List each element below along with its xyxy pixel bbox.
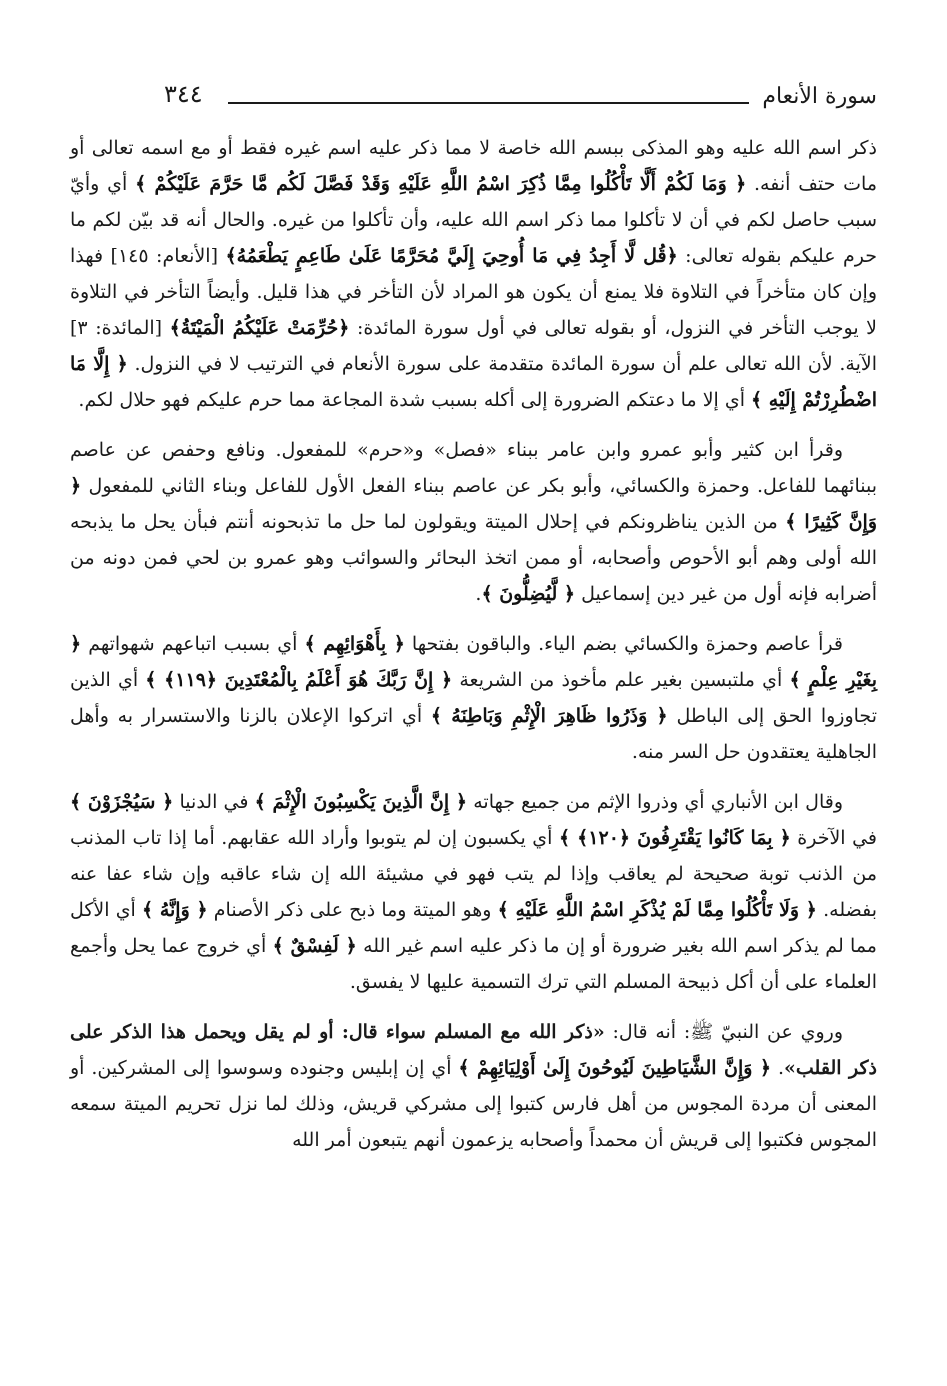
quran-verse: ﴿ وَمَا لَكُمْ أَلَّا تَأْكُلُوا مِمَّا ذُكِرَ اسْمُ اللَّهِ عَلَيْهِ وَقَدْ فَصَّلَ لَكُم مَّا حَرَّمَ عَلَيْكُمْ ﴾ [135,173,747,195]
header-rule [228,102,749,104]
quran-verse: ﴿حُرِّمَتْ عَلَيْكُمُ الْمَيْتَةُ﴾ [169,317,350,339]
commentary-text: وقرأ ابن كثير وأبو عمرو وابن عامر ببناء «فصل» و«حرم» للمفعول. ونافع وحفص عن عاصم ببنائهما للفاعل. وحمزة والكسائي، وأبو بكر عن عاصم ببناء الفعل الأول للفاعل وبناء الثاني للمفعول [70,439,877,497]
commentary-text: في الدنيا [173,791,255,813]
quran-verse: ﴿ وَإِنَّهُ ﴾ [141,899,208,921]
quran-verse: ﴿ سَيُجْزَوْنَ ﴾ [70,791,174,813]
commentary-text: قرأ عاصم وحمزة والكسائي بضم الياء. والباقون بفتحها [404,633,843,655]
paragraph [70,1014,877,1158]
commentary-text: أي وأيّ سبب حاصل لكم في أن لا تأكلوا مما ذكر اسم الله عليه، وأن تأكلوا من غيره. والحال أنه قد بيّن لكم ما حرم عليكم بقوله تعالى: [70,173,878,267]
quran-verse: ﴿ وَإِنَّ الشَّيَاطِينَ لَيُوحُونَ إِلَىٰ أَوْلِيَائِهِمْ ﴾ [458,1057,772,1079]
commentary-text: من الذين يناظرونكم في إحلال الميتة ويقولون لما حل ما تذبحونه أنتم فبأن يحل ما يذبحه الله أولى وهم أبو الأحوص وأصحابه، أو ممن اتخذ البحائر والسوائب وهو عمرو بن لحي فمن دونه من أضرابه فإنه أول من غير دين إسماعيل [70,511,877,605]
paragraph [70,130,877,418]
commentary-text: [الأنعام: ١٤٥] فهذا وإن كان متأخراً في التلاوة فلا يمنع أن يكون هو المراد لأن التأخر في هذا قليل. وأيضاً التأخر في التلاوة لا يوجب التأخر في النزول، أو بقوله تعالى في أول سورة المائدة: [70,245,878,339]
commentary-text: أي بسبب اتباعهم شهواتهم [81,633,305,655]
quran-verse: ﴿ بِأَهْوَائِهِم ﴾ [304,633,405,655]
commentary-text: أي إن إبليس وجنوده وسوسوا إلى المشركين. أو المعنى أن مردة المجوس من أهل فارس كتبوا إلى مشركي قريش، وذلك لما نزل تحريم الميتة سمعه المجوس فكتبوا إلى قريش أن محمداً وأصحابه يزعمون أنهم يتبعون أمر الله [70,1057,877,1151]
commentary-text: [المائدة: ٣] الآية. لأن الله تعالى علم أن سورة المائدة متقدمة على سورة الأنعام في الترتيب لا في النزول. [70,317,877,375]
commentary-text: أي ملتبسين بغير علم مأخوذ من الشريعة [452,669,790,691]
commentary-text: أي يكسبون إن لم يتوبوا وأراد الله عقابهم. أما إذا تاب المذنب من الذنب توبة صحيحة لم يعاقب وإذا لم يتب فهو في مشيئة الله إن شاء عاقبه وإن شاء عفا عنه بفضله. [70,827,877,921]
running-title: سورة الأنعام [762,84,877,109]
hadith-quote: «ذكر الله مع المسلم سواء قال: أو لم يقل ويحمل هذا الذكر على ذكر القلب» [70,1021,877,1079]
commentary-text: وروي عن النبيّ ﷺ: أنه قال: [604,1021,843,1043]
quran-verse: ﴿ إِنَّ الَّذِينَ يَكْسِبُونَ الْإِثْمَ ﴾ [254,791,468,813]
commentary-text: ذكر اسم الله عليه وهو المذكى ببسم الله خاصة لا مما ذكر عليه اسم غيره فقط أو مع اسمه تعالى أو مات حتف أنفه. [70,137,877,195]
commentary-text: وهو الميتة وما ذبح على ذكر الأصنام [207,899,498,921]
page-header [70,78,877,118]
commentary-text: أي اتركوا الإعلان بالزنا والاستسرار به وأهل الجاهلية يعتقدون حل السر منه. [70,705,877,763]
commentary-text: أي الأكل مما لم يذكر اسم الله بغير ضرورة أو إن ما ذكر عليه اسم غير الله [70,899,877,957]
quran-verse: ﴿ وَذَرُوا ظَاهِرَ الْإِثْمِ وَبَاطِنَهُ ﴾ [430,705,668,727]
page-number: ٣٤٤ [158,80,209,108]
body-text [70,130,877,1172]
quran-verse: ﴿ بِمَا كَانُوا يَقْتَرِفُونَ ﴿١٢٠﴾ ﴾ [558,827,791,849]
commentary-text: . [475,583,482,605]
quran-verse: ﴿ وَلَا تَأْكُلُوا مِمَّا لَمْ يُذْكَرِ اسْمُ اللَّهِ عَلَيْهِ ﴾ [497,899,817,921]
commentary-text: أي الذين تجاوزوا الحق إلى الباطل [70,669,877,727]
quran-verse: ﴿ لَّيُضِلُّونَ ﴾ [481,583,576,605]
paragraph [70,784,877,1000]
commentary-text: في الآخرة [790,827,877,849]
commentary-text: أي خروج عما يحل وأجمع العلماء على أن أكل ذبيحة المسلم التي ترك التسمية عليها لا يفسق. [70,935,877,993]
quran-verse: ﴿ بِغَيْرِ عِلْمٍ ﴾ [70,633,877,691]
commentary-text: أي إلا ما دعتكم الضرورة إلى أكله بسبب شدة المجاعة مما حرم عليكم فهو حلال لكم. [78,389,752,411]
paragraph [70,432,877,612]
quran-verse: ﴿قُل لَّا أَجِدُ فِي مَا أُوحِيَ إِلَيَّ مُحَرَّمًا عَلَىٰ طَاعِمٍ يَطْعَمُهُ﴾ [225,245,678,267]
commentary-text: وقال ابن الأنباري أي وذروا الإثم من جميع جهاته [467,791,843,813]
paragraph [70,626,877,770]
quran-verse: ﴿ لَفِسْقٌ ﴾ [272,935,357,957]
commentary-text: . [771,1057,785,1079]
quran-verse: ﴿ إِنَّ رَبَّكَ هُوَ أَعْلَمُ بِالْمُعْتَدِينَ ﴿١١٩﴾ ﴾ [145,669,453,691]
quran-verse: ﴿ وَإِنَّ كَثِيرًا ﴾ [70,475,878,533]
quran-verse: ﴿ إِلَّا مَا اضْطُرِرْتُمْ إِلَيْهِ ﴾ [70,353,877,411]
